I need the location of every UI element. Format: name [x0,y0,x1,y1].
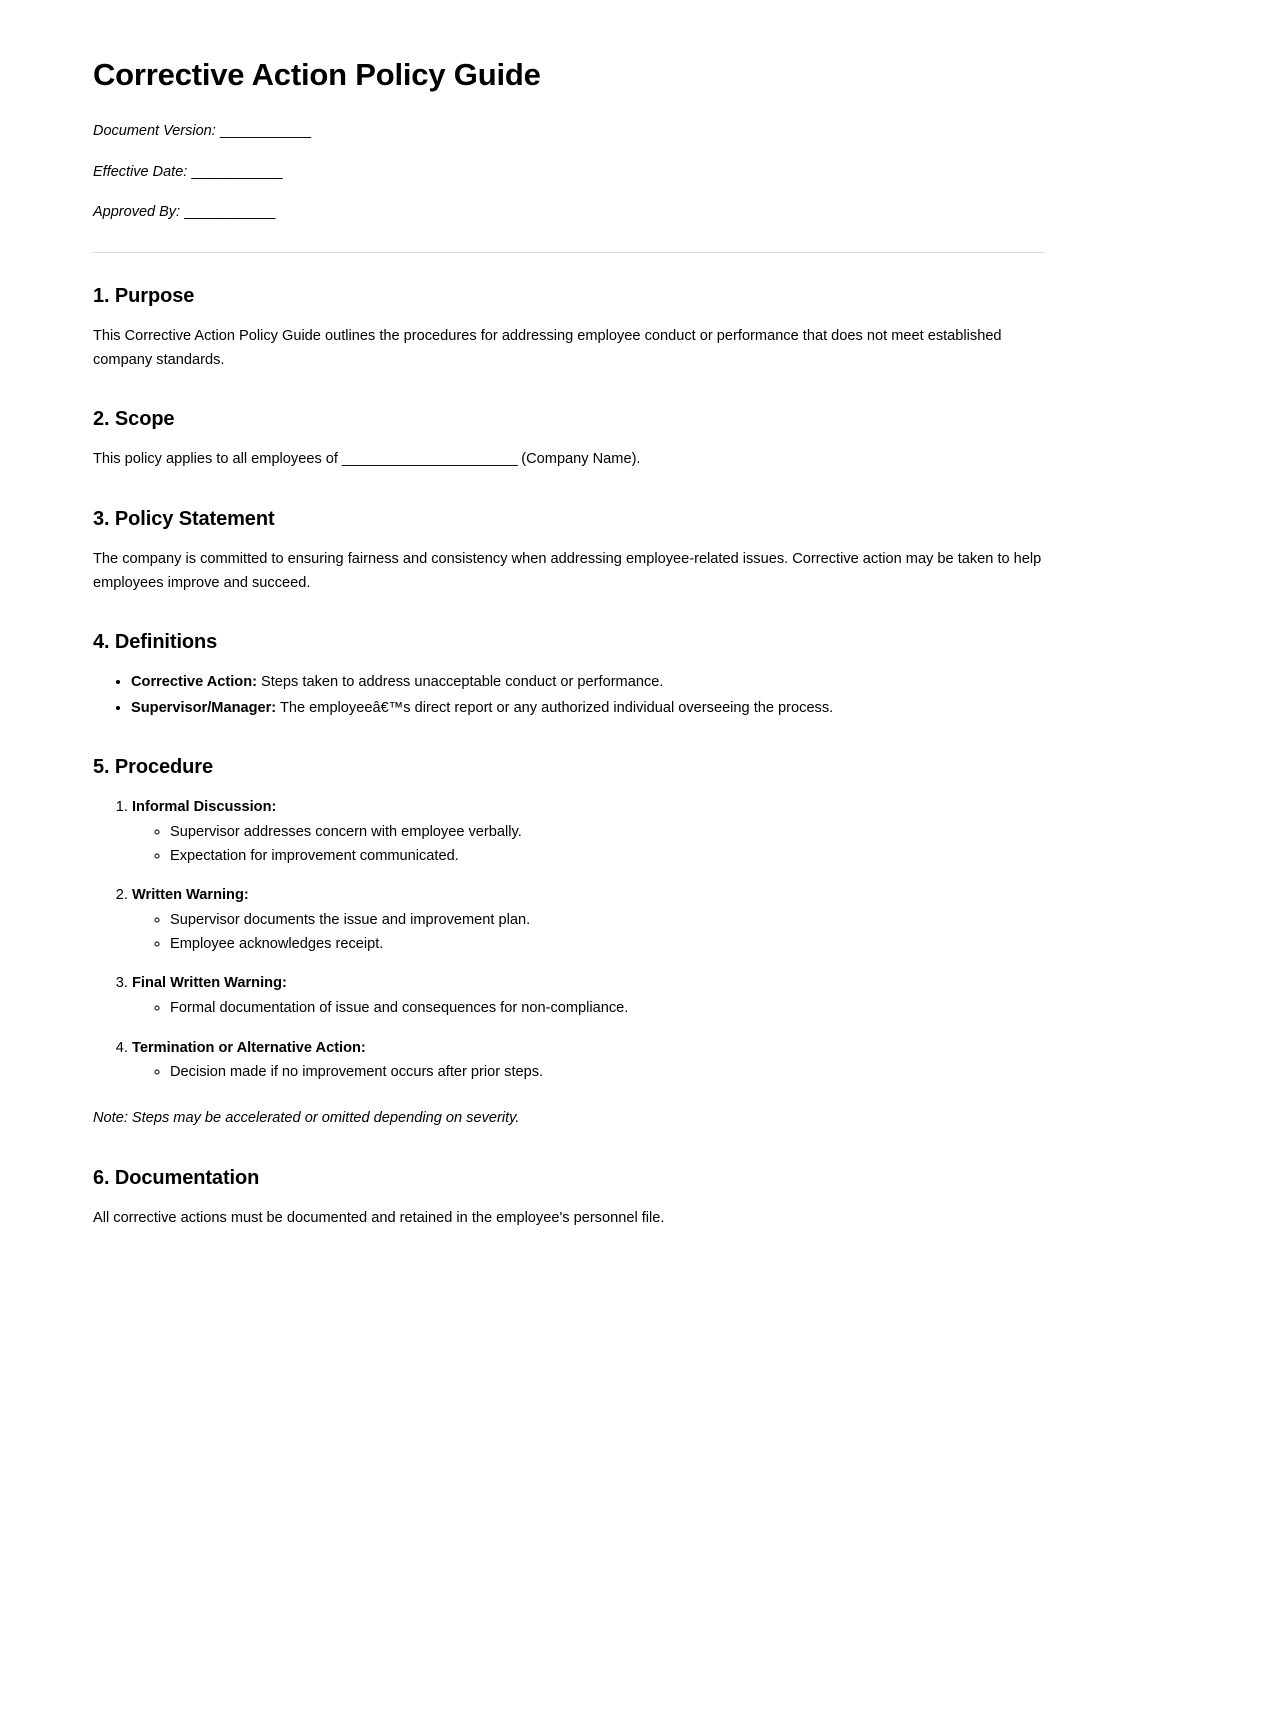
definitions-list [93,671,1045,720]
section-body-scope [93,448,1045,472]
section-heading-definitions: 4. Definitions [93,631,218,654]
procedure-sublist-final-written-warning [132,997,1045,1021]
procedure-step-label-termination-or-alternative-action: Termination or Alternative Action: [132,1039,366,1056]
list-item: ◦ Supervisor documents the issue and improvement plan. [170,909,1045,933]
list-item [132,1037,1045,1085]
list-item [131,697,1045,721]
header-divider [93,252,1045,253]
scope-company-name-blank: _______________________ [342,451,518,468]
list-item [132,796,1045,868]
section-body-policy-statement: The company is committed to ensuring fairness and consistency when addressing employee-related issues. Corrective action may be taken to help employees improve and succeed. [93,550,1042,591]
scope-text-before-blank: This policy applies to all employees of [93,451,343,468]
list-item: ◦ Expectation for improvement communicated. [170,845,1045,869]
section-heading-procedure: 5. Procedure [93,756,213,779]
list-item [132,972,1045,1020]
list-item: ◦ Employee acknowledges receipt. [170,933,1045,957]
definition-description-corrective-action: Steps taken to address unacceptable conduct or performance. [256,674,664,691]
section-heading-purpose: 1. Purpose [93,285,195,307]
list-item [131,671,1045,695]
meta-blank-effective-date: ____________ [191,163,283,180]
definition-term-corrective-action: Corrective Action: [131,674,257,691]
meta-label-approved-by: Approved By: [93,204,181,221]
meta-effective-date [93,162,1045,184]
meta-blank-document-version: ____________ [219,122,311,139]
section-body-purpose: This Corrective Action Policy Guide outlines the procedures for addressing employee conduct or performance that does not meet established company standards. [93,328,1002,368]
procedure-sublist-termination-or-alternative-action [132,1061,1045,1085]
section-heading-policy-statement: 3. Policy Statement [93,507,275,530]
document-metadata [93,121,1045,224]
list-item: ◦ Supervisor addresses concern with employee verbally. [170,821,1045,845]
procedure-step-label-written-warning: Written Warning: [132,887,249,904]
section-heading-scope: 2. Scope [93,408,175,431]
section-heading-documentation: 6. Documentation [93,1166,260,1189]
section-body-documentation: All corrective actions must be documented and retained in the employee's personnel file. [93,1209,665,1226]
procedure-list [93,796,1045,1084]
scope-text-after-blank: (Company Name). [517,451,641,468]
list-item: ◦ Formal documentation of issue and consequences for non-compliance. [170,997,1045,1021]
procedure-sublist-written-warning [132,909,1045,956]
list-item: ◦ Decision made if no improvement occurs after prior steps. [170,1061,1045,1085]
definition-description-supervisor-manager: The employeeâ€™s direct report or any authorized individual overseeing the process. [276,699,834,716]
meta-label-document-version: Document Version: [93,122,216,139]
procedure-step-label-informal-discussion: Informal Discussion: [132,799,277,816]
procedure-sublist-informal-discussion [132,821,1045,868]
list-item [132,884,1045,956]
procedure-step-label-final-written-warning: Final Written Warning: [132,975,287,992]
meta-blank-approved-by: ____________ [184,204,275,221]
meta-label-effective-date: Effective Date: [93,163,188,180]
procedure-note: Note: Steps may be accelerated or omitted depending on severity. [93,1109,520,1126]
page-title: Corrective Action Policy Guide [93,57,541,92]
meta-document-version [93,121,1045,143]
definition-term-supervisor-manager: Supervisor/Manager: [131,699,277,716]
meta-approved-by [93,202,1045,224]
